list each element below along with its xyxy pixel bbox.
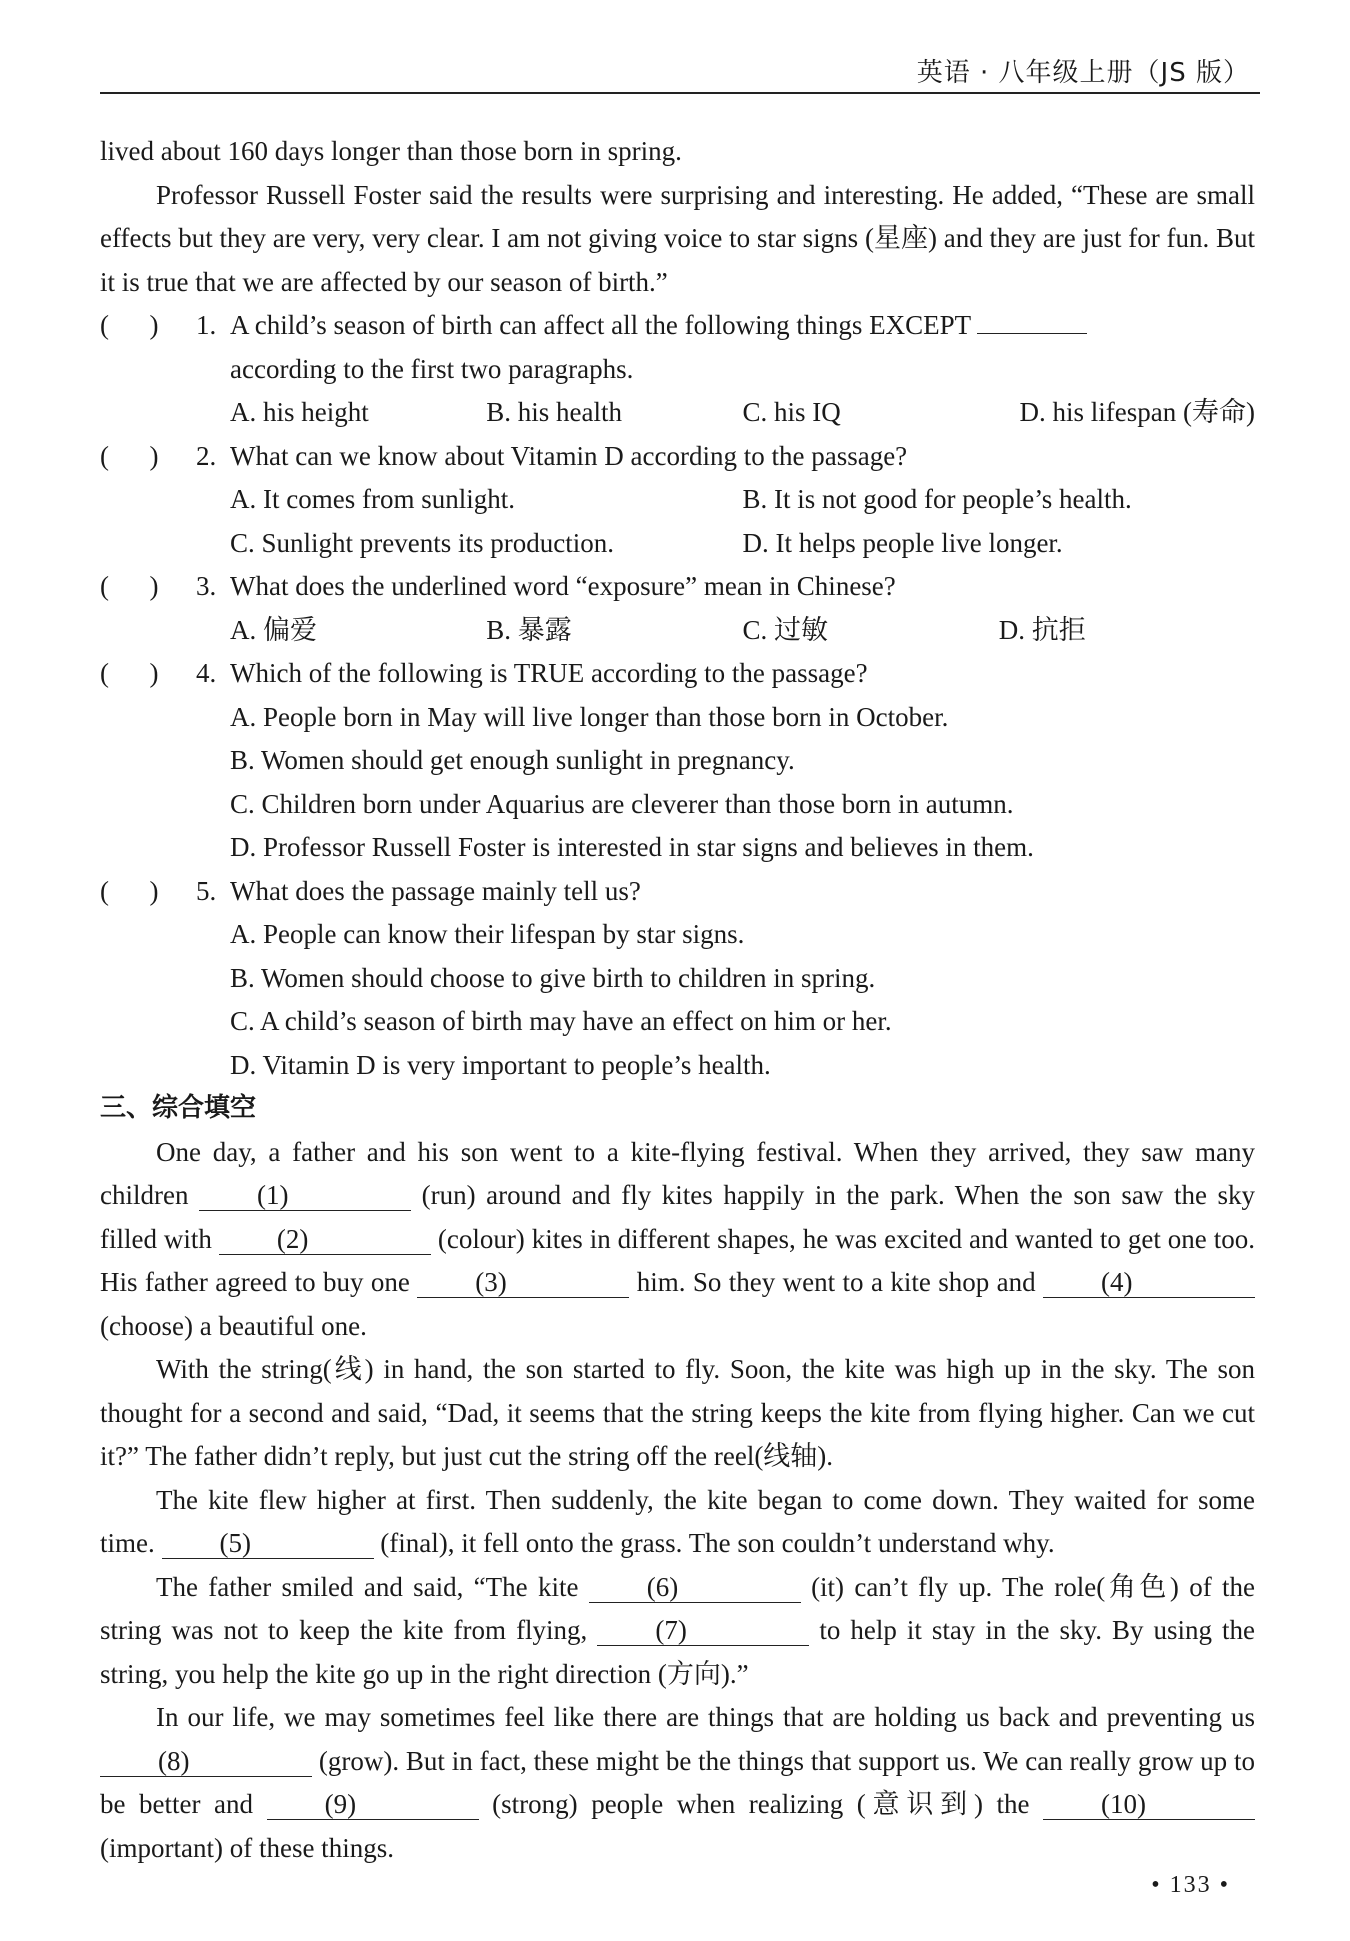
option-c[interactable]: C. A child’s season of birth may have an effect on him or her.	[230, 1006, 892, 1036]
cloze-text: him. So they went to a kite shop and	[636, 1267, 1036, 1297]
answer-paren[interactable]: ( )	[100, 571, 159, 601]
cloze-text: a beautiful one.	[199, 1310, 367, 1341]
question-stem: A child’s season of birth can affect all the following things EXCEPT	[230, 310, 971, 340]
page-number: • 133 •	[1151, 1872, 1230, 1898]
hint-word: (final),	[380, 1528, 455, 1558]
hint-word: (colour)	[437, 1223, 525, 1254]
question-number: 3.	[196, 571, 217, 601]
cloze-text: In our life, we may sometimes feel like there are things that are holding us back and preventing us	[156, 1702, 1255, 1732]
answer-paren[interactable]: ( )	[100, 440, 159, 471]
header-title: 英语 · 八年级上册（JS 版）	[916, 58, 1250, 88]
question-stem: Which of the following is TRUE according to the passage?	[230, 658, 868, 688]
section-title: 三、综合填空	[100, 1093, 257, 1123]
page-header	[100, 48, 1260, 94]
option-c[interactable]: C. Children born under Aquarius are cleverer than those born in autumn.	[230, 788, 1014, 819]
answer-blank[interactable]	[977, 305, 1087, 334]
question-stem: What does the underlined word “exposure” mean in Chinese?	[230, 571, 896, 601]
question-stem: What does the passage mainly tell us?	[230, 875, 641, 906]
option-a[interactable]: A. It comes from sunlight.	[230, 484, 515, 514]
option-b[interactable]: B. 暴露	[486, 614, 572, 645]
option-b[interactable]: B. Women should get enough sunlight in pregnancy.	[230, 745, 795, 775]
cloze-text: One day, a father and his son went to a kite-flying festival. When they arrived, they saw many children	[100, 1136, 1255, 1210]
answer-paren[interactable]: ( )	[100, 658, 159, 688]
options-q2-row2	[100, 522, 1255, 566]
question-number: 2.	[196, 440, 217, 471]
option-d[interactable]: D. It helps people live longer.	[742, 527, 1063, 558]
blank-3[interactable]: (3)	[417, 1267, 629, 1298]
option-a[interactable]: A. 偏爱	[230, 614, 317, 645]
cloze-paragraph-3	[100, 1479, 1255, 1566]
cloze-text: people when realizing (意识到) the	[591, 1789, 1030, 1819]
hint-word: (strong)	[492, 1789, 578, 1819]
options-q3	[100, 609, 1255, 653]
cloze-text: The kite flew higher at first. Then suddenly, the kite began to come down. They waited for some time.	[100, 1484, 1255, 1558]
page-content	[100, 130, 1255, 1870]
option-b[interactable]: B. It is not good for people’s health.	[742, 484, 1132, 514]
passage-line: lived about 160 days longer than those born in spring.	[100, 136, 682, 166]
cloze-text: to help it stay in the sky. By using the string, you help the kite go up in the right direction (方向).”	[100, 1615, 1256, 1689]
question-number: 5.	[196, 875, 217, 906]
blank-10[interactable]: (10)	[1043, 1789, 1255, 1820]
blank-4[interactable]: (4)	[1043, 1267, 1255, 1298]
hint-word: (grow).	[318, 1745, 400, 1776]
hint-word: (it)	[811, 1571, 845, 1602]
option-d[interactable]: D. his lifespan (寿命)	[1019, 397, 1255, 427]
answer-paren[interactable]: ( )	[100, 310, 159, 340]
answer-paren[interactable]: ( )	[100, 875, 159, 906]
hint-word: (run)	[421, 1180, 476, 1210]
cloze-paragraph-1	[100, 1131, 1255, 1349]
blank-8[interactable]: (8)	[100, 1746, 312, 1777]
blank-1[interactable]: (1)	[199, 1180, 411, 1211]
question-2	[100, 435, 1255, 479]
question-stem: What can we know about Vitamin D according to the passage?	[230, 440, 908, 471]
cloze-text: of these things.	[229, 1832, 394, 1863]
option-a[interactable]: A. People born in May will live longer than those born in October.	[230, 701, 949, 732]
cloze-paragraph-2: With the string(线) in hand, the son started to fly. Soon, the kite was high up in the sky. The son thought for a second and said, “Dad, it seems that the string keeps the kite from flying higher. Can we cut it?” The father didn’t reply, but just cut the string off the reel(线轴).	[100, 1354, 1255, 1471]
option-c[interactable]: C. 过敏	[742, 614, 829, 645]
question-number: 1.	[196, 310, 217, 340]
option-d[interactable]: D. 抗拒	[998, 614, 1086, 645]
cloze-text: it fell onto the grass. The son couldn’t understand why.	[461, 1528, 1055, 1558]
question-5	[100, 870, 1255, 914]
header-rule	[100, 92, 1260, 94]
question-4	[100, 652, 1255, 696]
question-3	[100, 565, 1255, 609]
option-c[interactable]: C. Sunlight prevents its production.	[230, 527, 614, 558]
blank-5[interactable]: (5)	[162, 1528, 374, 1559]
passage-paragraph: Professor Russell Foster said the results were surprising and interesting. He added, “These are small effects but they are very, very clear. I am not giving voice to star signs (星座) and they are just for fun. But it is true that we are affected by our season of birth.”	[100, 179, 1255, 297]
option-b[interactable]: B. Women should choose to give birth to children in spring.	[230, 962, 876, 993]
option-a[interactable]: A. People can know their lifespan by star signs.	[230, 919, 745, 949]
option-d[interactable]: D. Professor Russell Foster is interested in star signs and believes in them.	[230, 832, 1034, 862]
option-b[interactable]: B. his health	[486, 397, 622, 427]
cloze-text: kites in different shapes, he was excited and wanted to get one too. His father agreed to buy one	[100, 1223, 1255, 1297]
blank-6[interactable]: (6)	[589, 1572, 801, 1603]
options-q2-row1	[100, 478, 1255, 522]
cloze-paragraph-5	[100, 1696, 1255, 1870]
option-c[interactable]: C. his IQ	[742, 397, 841, 427]
option-a[interactable]: A. his height	[230, 397, 369, 427]
cloze-text: But in fact, these might be the things that support us. We can really grow up to be better and	[100, 1745, 1256, 1819]
cloze-text: can’t fly up. The role(角色) of the string was not to keep the kite from flying,	[100, 1571, 1256, 1645]
question-1	[100, 304, 1255, 348]
blank-2[interactable]: (2)	[219, 1224, 431, 1255]
blank-9[interactable]: (9)	[267, 1789, 479, 1820]
hint-word: (important)	[100, 1832, 223, 1863]
cloze-text: The father smiled and said, “The kite	[156, 1571, 579, 1602]
question-number: 4.	[196, 658, 217, 688]
cloze-paragraph-4	[100, 1566, 1255, 1697]
option-d[interactable]: D. Vitamin D is very important to people’s health.	[230, 1049, 771, 1080]
blank-7[interactable]: (7)	[597, 1615, 809, 1646]
options-q1	[100, 391, 1255, 435]
question-stem-continued: according to the first two paragraphs.	[230, 353, 634, 384]
cloze-text: around and fly kites happily in the park. When the son saw the sky filled with	[100, 1180, 1256, 1254]
hint-word: (choose)	[100, 1310, 193, 1341]
